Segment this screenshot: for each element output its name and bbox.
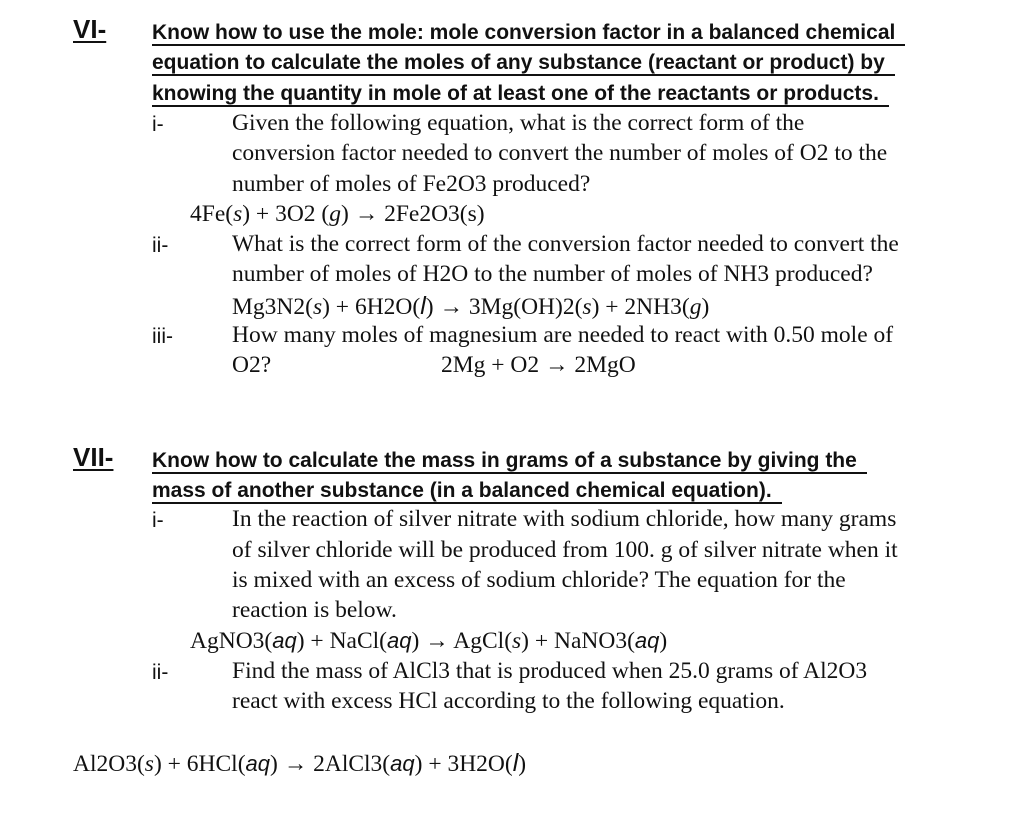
- equation-magnesium-nitride: Mg3N2(s) + 6H2O(l) → 3Mg(OH)2(s) + 2NH3(g): [232, 292, 710, 320]
- section-vii-heading-line-2: mass of another substance (in a balanced chemical equation).: [152, 479, 782, 504]
- item-label: ii-: [152, 661, 169, 684]
- question-text: number of moles of H2O to the number of moles of NH3 produced?: [232, 261, 873, 287]
- section-vi-heading-line-1: Know how to use the mole: mole conversion factor in a balanced chemical: [152, 21, 905, 46]
- question-text: of silver chloride will be produced from 100. g of silver nitrate when it: [232, 537, 898, 563]
- equation-iron-oxide: 4Fe(s) + 3O2 (g) → 2Fe2O3(s): [190, 201, 485, 227]
- section-vi-number: VI-: [73, 14, 107, 44]
- question-text: In the reaction of silver nitrate with sodium chloride, how many grams: [232, 506, 897, 532]
- question-text: Given the following equation, what is the correct form of the: [232, 110, 805, 136]
- equation-silver-nitrate: AgNO3(aq) + NaCl(aq) → AgCl(s) + NaNO3(aq): [190, 628, 668, 654]
- item-label: ii-: [152, 234, 169, 257]
- equation-aluminum-oxide: Al2O3(s) + 6HCl(aq) → 2AlCl3(aq) + 3H2O(l): [73, 749, 527, 777]
- question-text: How many moles of magnesium are needed to react with 0.50 mole of: [232, 322, 894, 348]
- question-text: O2?: [232, 352, 272, 378]
- section-vi-heading-line-2: equation to calculate the moles of any substance (reactant or product) by: [152, 51, 895, 76]
- question-text: is mixed with an excess of sodium chloride? The equation for the: [232, 567, 846, 593]
- question-text: conversion factor needed to convert the number of moles of O2 to the: [232, 140, 888, 166]
- equation-magnesium-oxide: 2Mg + O2 → 2MgO: [441, 352, 636, 378]
- section-vi-heading-line-3: knowing the quantity in mole of at least one of the reactants or products.: [152, 82, 889, 107]
- question-text: reaction is below.: [232, 597, 397, 623]
- question-text: Find the mass of AlCl3 that is produced when 25.0 grams of Al2O3: [232, 658, 868, 684]
- item-label: i-: [152, 113, 164, 136]
- question-text: What is the correct form of the conversion factor needed to convert the: [232, 231, 899, 257]
- item-label: iii-: [152, 325, 173, 348]
- question-text: react with excess HCl according to the following equation.: [232, 688, 785, 714]
- item-label: i-: [152, 509, 164, 532]
- section-vii-heading-line-1: Know how to calculate the mass in grams of a substance by giving the: [152, 449, 867, 474]
- section-vii-number: VII-: [73, 442, 114, 472]
- question-text: number of moles of Fe2O3 produced?: [232, 171, 591, 197]
